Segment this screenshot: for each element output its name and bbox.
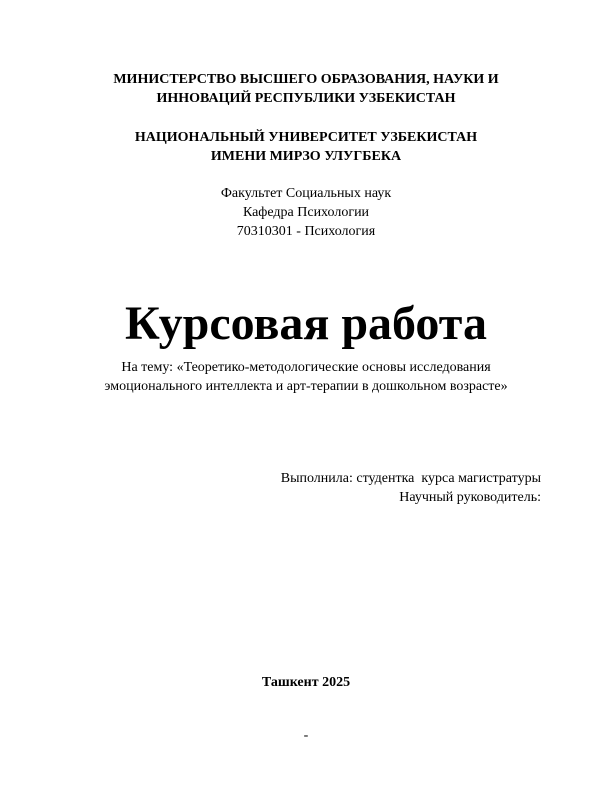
city-year: Ташкент 2025 (261, 675, 351, 690)
topic-line-2: эмоционального интеллекта и арт-терапии в дошкольном возрасте» (104, 379, 508, 394)
chair-name: Кафедра Психологии (242, 205, 370, 220)
supervisor-label: Научный руководитель: (399, 490, 541, 505)
faculty-name: Факультет Социальных наук (220, 186, 392, 201)
specialty-code: 70310301 - Психология (236, 224, 376, 239)
page-mark: - (303, 728, 309, 743)
ministry-line-1: МИНИСТЕРСТВО ВЫСШЕГО ОБРАЗОВАНИЯ, НАУКИ И (113, 72, 499, 87)
university-line-1: НАЦИОНАЛЬНЫЙ УНИВЕРСИТЕТ УЗБЕКИСТАН (134, 130, 478, 145)
department-info (0, 184, 612, 241)
performed-by: Выполнила: студентка курса магистратуры (280, 471, 541, 486)
university-line-2: ИМЕНИ МИРЗО УЛУГБЕКА (210, 149, 402, 164)
work-topic (0, 358, 612, 396)
author-block (281, 469, 541, 507)
topic-line-1: На тему: «Теоретико-методологические основы исследования (121, 360, 491, 375)
ministry-heading (0, 70, 612, 108)
document-title: Курсовая работа (125, 297, 487, 350)
ministry-line-2: ИННОВАЦИЙ РЕСПУБЛИКИ УЗБЕКИСТАН (156, 91, 456, 106)
university-heading (0, 128, 612, 166)
